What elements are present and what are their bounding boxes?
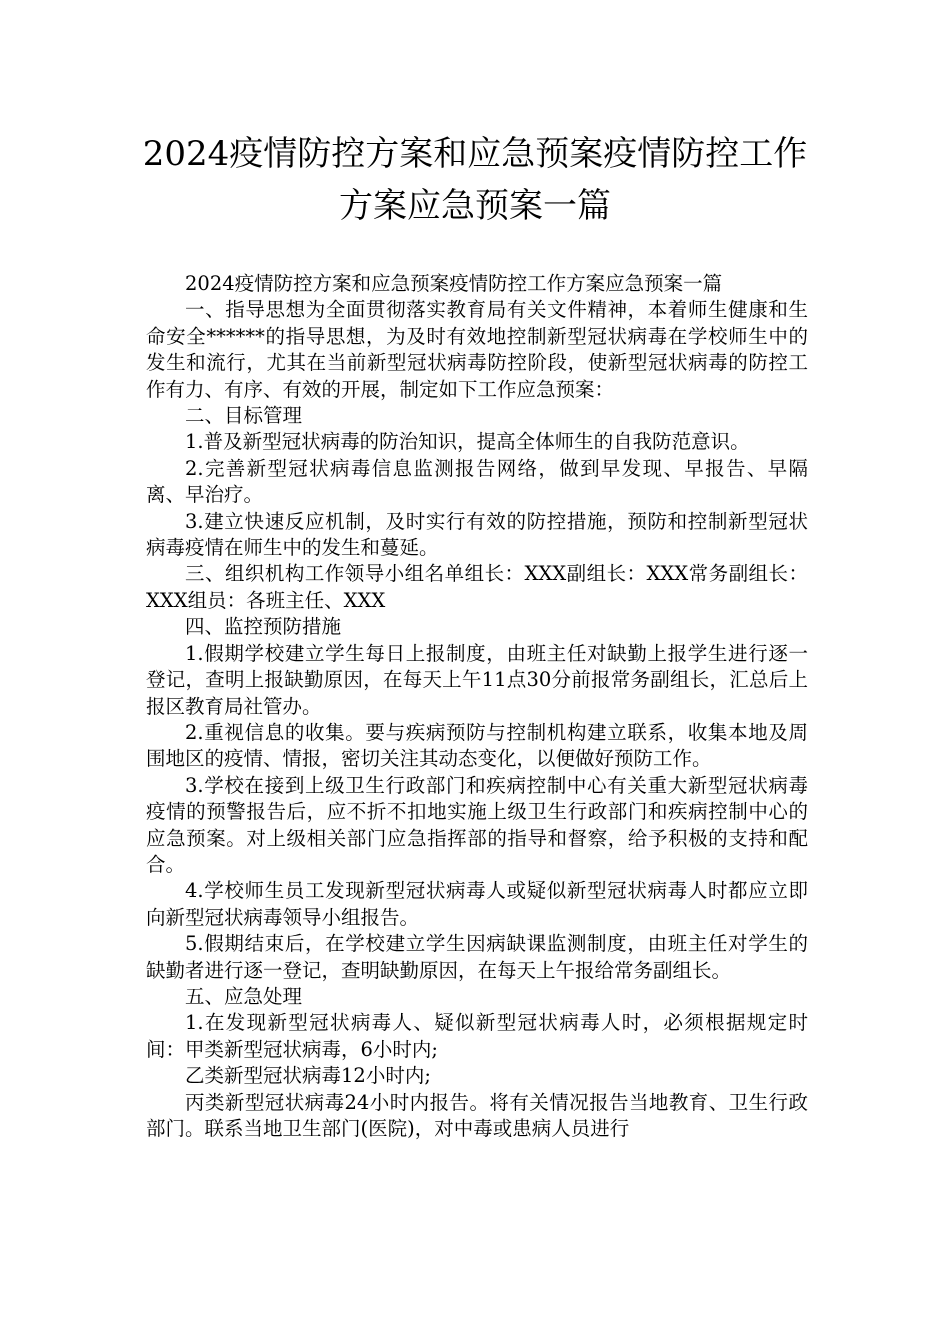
measure-item-4: 4.学校师生员工发现新型冠状病毒人或疑似新型冠状病毒人时都应立即向新型冠状病毒领导小组报告。: [146, 879, 808, 929]
measure-item-2: 2.重视信息的收集。要与疾病预防与控制机构建立联系，收集本地及周围地区的疫情、情报，密切关注其动态变化，以便做好预防工作。: [146, 720, 808, 771]
measure-item-3: 3.学校在接到上级卫生行政部门和疾病控制中心有关重大新型冠状病毒疫情的预警报告后，应不折不扣地实施上级卫生行政部门和疾病控制中心的应急预案。对上级相关部门应急指挥部的指导和督察，给予积极的支持和配合。: [146, 773, 808, 876]
intro-paragraph: 2024疫情防控方案和应急预案疫情防控工作方案应急预案一篇: [185, 272, 723, 295]
goal-item-3: 3.建立快速反应机制，及时实行有效的防控措施，预防和控制新型冠状病毒疫情在师生中的发生和蔓延。: [146, 509, 808, 560]
section-heading-measures: 四、监控预防措施: [185, 615, 342, 639]
section-heading-emergency: 五、应急处理: [185, 984, 303, 1008]
measure-item-1: 1.假期学校建立学生每日上报制度，由班主任对缺勤上报学生进行逐一登记，查明上报缺勤原因，在每天上午11点30分前报常务副组长，汇总后上报区教育局社管办。: [146, 641, 808, 718]
document-body: [146, 271, 808, 1142]
measure-item-5: 5.假期结束后，在学校建立学生因病缺课监测制度，由班主任对学生的缺勤者进行逐一登记，查明缺勤原因，在每天上午报给常务副组长。: [146, 932, 808, 982]
emergency-item-1-class-c: 丙类新型冠状病毒24小时内报告。将有关情况报告当地教育、卫生行政部门。联系当地卫生部门(医院)，对中毒或患病人员进行: [146, 1090, 808, 1140]
emergency-item-1-class-b: 乙类新型冠状病毒12小时内;: [185, 1064, 431, 1088]
guiding-ideology-paragraph: 一、指导思想为全面贯彻落实教育局有关文件精神，本着师生健康和生命安全******的指导思想，为及时有效地控制新型冠状病毒在学校师生中的发生和流行，尤其在当前新型冠状病毒防控阶段，使新型冠状病毒的防控工作有力、有序、有效的开展，制定如下工作应急预案：: [146, 298, 808, 401]
goal-item-1: 1.普及新型冠状病毒的防治知识，提高全体师生的自我防范意识。: [185, 430, 750, 454]
organization-paragraph: 三、组织机构工作领导小组名单组长：XXX副组长：XXX常务副组长：XXX组员：各班主任、XXX: [146, 562, 808, 612]
emergency-item-1: 1.在发现新型冠状病毒人、疑似新型冠状病毒人时，必须根据规定时间：甲类新型冠状病毒，6小时内;: [146, 1011, 808, 1061]
section-heading-goals: 二、目标管理: [185, 404, 303, 428]
goal-item-2: 2.完善新型冠状病毒信息监测报告网络，做到早发现、早报告、早隔离、早治疗。: [146, 456, 808, 507]
document-title: 2024疫情防控方案和应急预案疫情防控工作方案应急预案一篇: [142, 134, 808, 226]
